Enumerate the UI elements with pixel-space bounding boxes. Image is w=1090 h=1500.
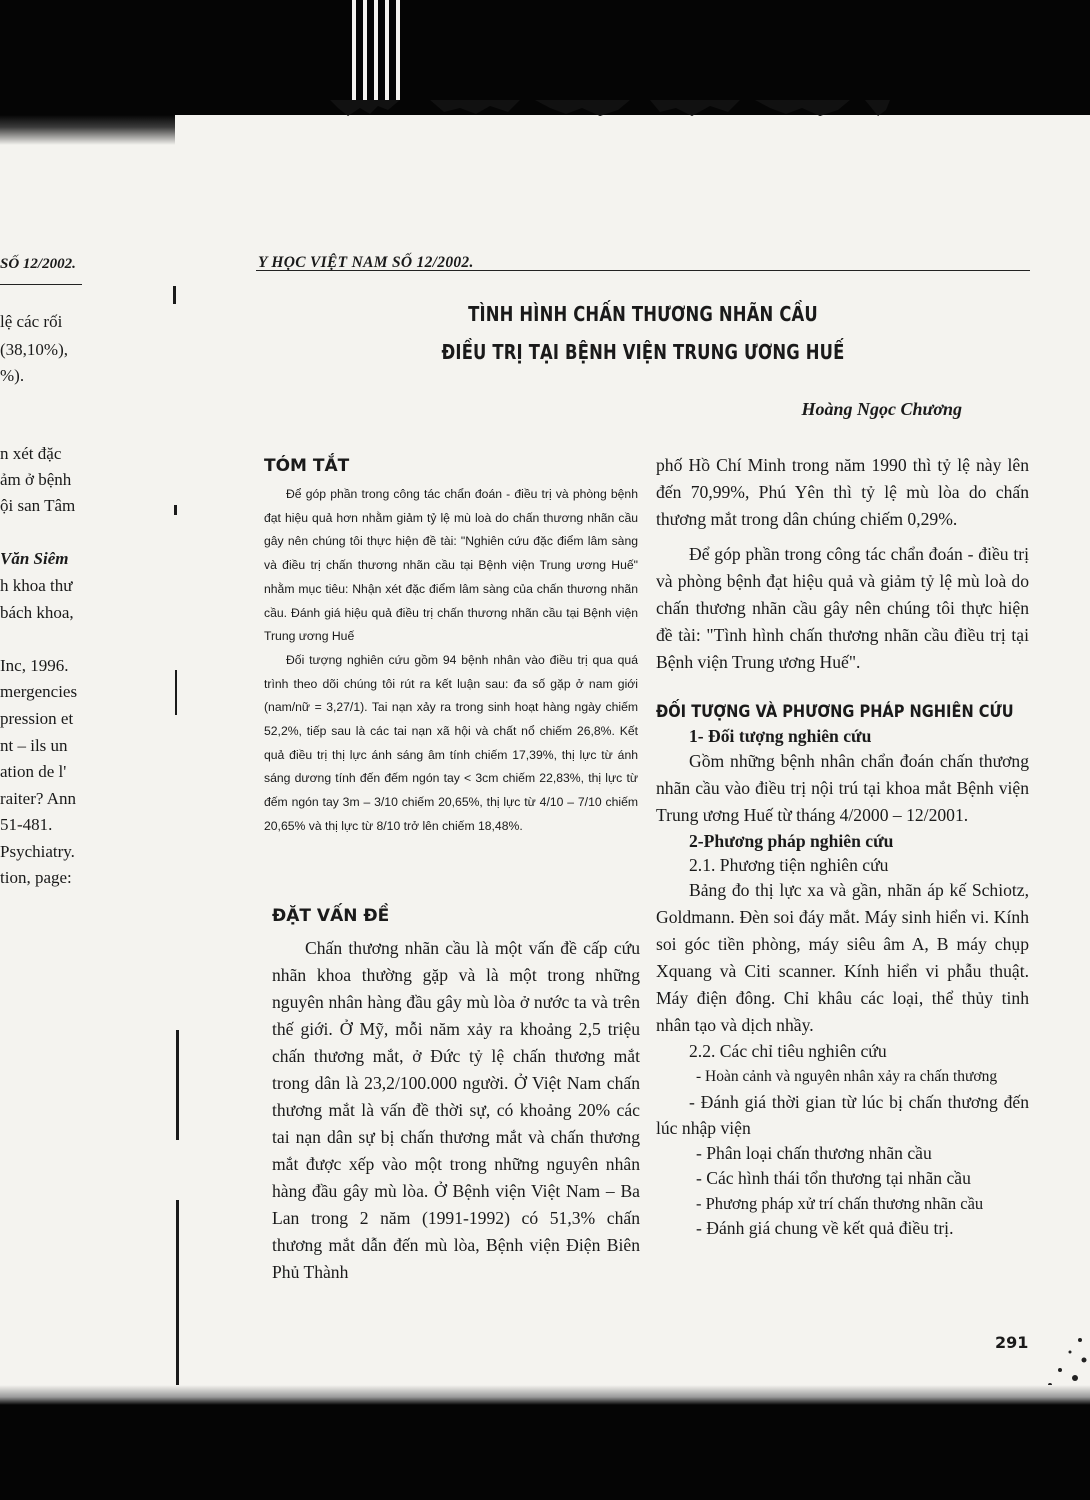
left-text-line: Văn Siêm (0, 549, 69, 568)
left-text-line: 51-481. (0, 815, 53, 834)
left-text-line: mergencies (0, 682, 78, 701)
page-number: 291 (995, 1333, 1029, 1352)
methods-subsubheading: 2.1. Phương tiện nghiên cứu (689, 855, 889, 875)
left-page-header: SỐ 12/2002. (0, 256, 76, 272)
left-text-line: h khoa thư (0, 576, 73, 595)
abstract-body (264, 483, 638, 839)
methods-paragraph: Bảng đo thị lực xa và gần, nhãn áp kế Schiotz, Goldmann. Đèn soi đáy mắt. Máy sinh hiển vi. Kính soi góc tiền phòng, máy siêu âm A, B máy chụp Xquang và Citi scanner. Kính hiển vi phẫu thuật. Máy điện đông. Chỉ khâu các loại, thể thủy tinh nhân tạo và dịch nhầy. (656, 880, 1029, 1035)
scan-top-border (0, 0, 1090, 115)
intro-paragraph: Để góp phần trong công tác chẩn đoán - điều trị và phòng bệnh đạt hiệu quả và giảm tỷ lệ mù loà do chấn thương nhãn cầu gây nên chúng tôi thực hiện đề tài: "Tình hình chấn thương nhãn cầu điều trị tại Bệnh viện Trung ương Huế". (656, 544, 1029, 672)
left-text-line: raiter? Ann (0, 789, 76, 808)
left-text-line: ation de l' (0, 762, 67, 781)
methods-paragraph: Gồm những bệnh nhân chẩn đoán chấn thương nhãn cầu vào điều trị nội trú tại khoa mắt Bệnh viện Trung ương Huế từ tháng 4/2000 – 12/2001. (656, 751, 1029, 825)
intro-body (272, 935, 640, 1286)
left-text-line: lệ các rối (0, 312, 63, 331)
methods-subsubheading: 2.2. Các chỉ tiêu nghiên cứu (689, 1041, 887, 1061)
decorative-border-ornament (330, 100, 890, 124)
left-text-line: Psychiatry. (0, 842, 75, 861)
gutter-mark (174, 505, 177, 515)
left-page-rule (0, 284, 82, 285)
left-text-line: (38,10%), (0, 340, 68, 359)
gutter-mark (175, 670, 177, 715)
methods-subheading: 2-Phương pháp nghiên cứu (689, 831, 894, 851)
criteria-list-item: - Hoàn cảnh và nguyên nhân xảy ra chấn thương (696, 1068, 998, 1085)
scan-binding-stripes (345, 0, 400, 100)
intro-paragraph: Chấn thương nhãn cầu là một vấn đề cấp cứu nhãn khoa thường gặp và là một trong những nguyên nhân hàng đầu gây mù lòa ở nước ta và trên thế giới. Ở Mỹ, mỗi năm xảy ra khoảng 2,5 triệu chấn thương mắt, ở Đức tỷ lệ chấn thương mắt trong dân là 23,2/100.000 người. Ở Việt Nam chấn thương mắt là vấn đề thời sự, có khoảng 20% các tai nạn dân sự bị chấn thương mắt và chấn thương mắt được xếp vào một trong những nguyên nhân hàng đầu gây mù lòa. Ở Bệnh viện Việt Nam – Ba Lan trong 2 năm (1991-1992) có 51,3% chấn thương mắt dẫn đến mù lòa, Bệnh viện Điện Biên Phủ Thành (272, 938, 640, 1282)
gutter-mark (173, 286, 176, 304)
left-text-line: ội san Tâm (0, 496, 76, 515)
criteria-list-item: - Các hình thái tổn thương tại nhãn cầu (696, 1168, 971, 1188)
article-title-line1: TÌNH HÌNH CHẤN THƯƠNG NHÃN CẦU (468, 302, 818, 326)
article-title-line2: ĐIỀU TRỊ TẠI BỆNH VIỆN TRUNG ƯƠNG HUẾ (441, 340, 845, 364)
right-column (656, 452, 1029, 1241)
scan-page-fold (0, 115, 175, 145)
left-text-line: bách khoa, (0, 603, 74, 622)
left-text-line: %). (0, 366, 25, 385)
left-text-line: ảm ở bệnh (0, 470, 72, 489)
criteria-list-item: - Đánh giá chung về kết quả điều trị. (696, 1218, 954, 1238)
intro-heading: ĐẶT VẤN ĐỀ (272, 906, 390, 926)
criteria-list-item: - Phương pháp xử trí chấn thương nhãn cầu (696, 1194, 984, 1213)
left-text-line: n xét đặc (0, 444, 62, 463)
intro-paragraph-continued: phố Hồ Chí Minh trong năm 1990 thì tỷ lệ này lên đến 70,99%, Phú Yên thì tỷ lệ mù lòa do chấn thương mắt trong dân chúng chiếm 0,29%. (656, 455, 1029, 529)
abstract-paragraph: Đối tượng nghiên cứu gồm 94 bệnh nhân vào điều trị qua quá trình theo dõi chúng tôi rút ra kết luận sau: đa số gặp ở nam giới (nam/nữ = 3,27/1). Tai nạn xảy ra trong sinh hoạt hàng ngày chiếm 52,2%, tiếp sau là các tai nạn xã hội và chất nổ chiếm 26,8%. Kết quả điều trị thị lực ánh sáng âm tính chiếm 17,39%, thị lực từ ánh sáng dương tính đến đếm ngón tay < 3cm chiếm 22,83%, thị lực từ đếm ngón tay 3m – 3/10 chiếm 20,65%, thị lực từ 4/10 – 7/10 chiếm 20,65% và thị lực từ 8/10 trở lên chiếm 18,48%. (264, 652, 638, 833)
scan-bottom-shadow (0, 1385, 1090, 1405)
left-text-line: Inc, 1996. (0, 656, 69, 675)
journal-header: Y HỌC VIỆT NAM SỐ 12/2002. (258, 254, 474, 271)
article-author: Hoàng Ngọc Chương (801, 399, 962, 419)
left-text-line: nt – ils un (0, 736, 68, 755)
abstract-paragraph: Để góp phần trong công tác chẩn đoán - điều trị và phòng bệnh đạt hiệu quả hơn nhằm giảm tỷ lệ mù loà do chấn thương nhãn cầu gây nên chúng tôi thực hiện đề tài: "Nghiên cứu đặc điểm lâm sàng và điều trị chấn thương nhãn cầu tại Bệnh viện Trung ương Huế" nhằm mục tiêu: Nhận xét đặc điểm lâm sàng của chấn thương nhãn cầu. Đánh giá hiệu quả điều trị chấn thương nhãn cầu tại Bệnh viện Trung ương Huế (264, 487, 638, 644)
abstract-heading: TÓM TẮT (264, 456, 350, 476)
left-text-line: tion, page: (0, 868, 72, 887)
methods-heading: ĐỐI TƯỢNG VÀ PHƯƠNG PHÁP NGHIÊN CỨU (656, 702, 1014, 722)
header-rule (256, 270, 1030, 271)
methods-subheading: 1- Đối tượng nghiên cứu (689, 726, 872, 746)
scan-bottom-border (0, 1405, 1090, 1500)
gutter-mark (176, 1030, 179, 1140)
criteria-list-item: - Đánh giá thời gian từ lúc bị chấn thương đến lúc nhập viện (656, 1092, 1029, 1138)
left-text-line: pression et (0, 709, 74, 728)
gutter-mark (176, 1200, 179, 1405)
criteria-list-item: - Phân loại chấn thương nhãn cầu (696, 1143, 932, 1163)
